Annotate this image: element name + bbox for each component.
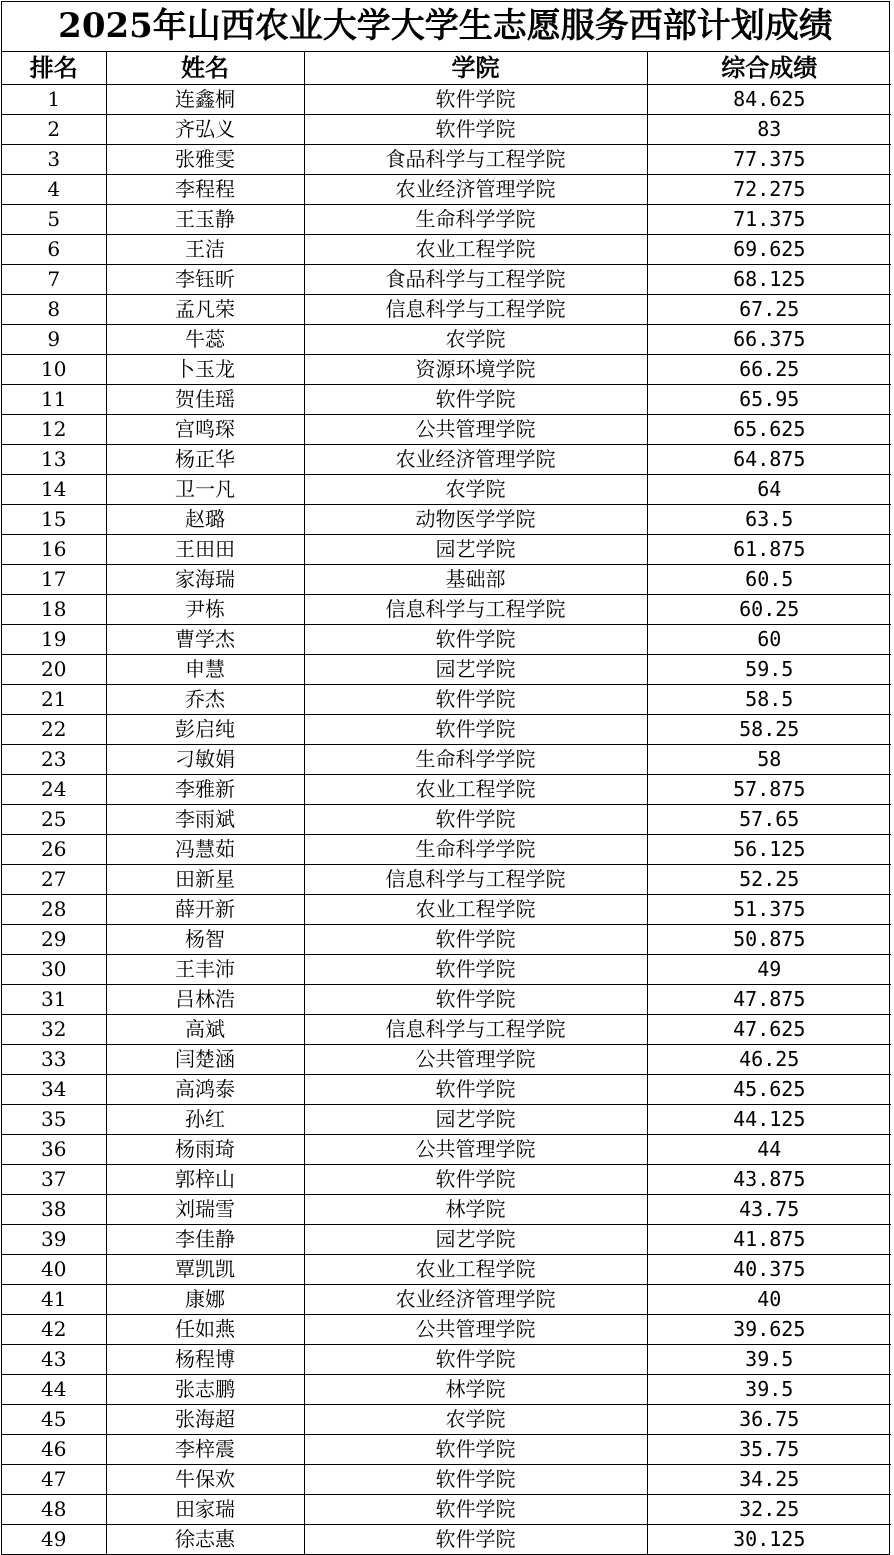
rank-cell: 32 xyxy=(2,1015,106,1045)
rank-cell: 42 xyxy=(2,1315,106,1345)
table-row xyxy=(2,175,891,205)
rank-cell: 20 xyxy=(2,655,106,685)
table-row xyxy=(2,1405,891,1435)
college-cell: 软件学院 xyxy=(304,715,647,745)
table-row xyxy=(2,325,891,355)
table-row xyxy=(2,535,891,565)
rank-cell: 39 xyxy=(2,1225,106,1255)
name-cell: 杨雨琦 xyxy=(106,1135,304,1165)
rank-cell: 48 xyxy=(2,1495,106,1525)
rank-cell: 31 xyxy=(2,985,106,1015)
score-cell: 64.875 xyxy=(647,445,891,475)
name-cell: 薛开新 xyxy=(106,895,304,925)
college-cell: 软件学院 xyxy=(304,805,647,835)
rank-cell: 41 xyxy=(2,1285,106,1315)
table-row xyxy=(2,145,891,175)
name-cell: 申慧 xyxy=(106,655,304,685)
name-cell: 王玉静 xyxy=(106,205,304,235)
rank-cell: 46 xyxy=(2,1435,106,1465)
college-cell: 生命科学学院 xyxy=(304,835,647,865)
name-cell: 卜玉龙 xyxy=(106,355,304,385)
name-cell: 家海瑞 xyxy=(106,565,304,595)
table-row xyxy=(2,1345,891,1375)
table-row xyxy=(2,1045,891,1075)
rank-cell: 21 xyxy=(2,685,106,715)
name-cell: 张雅雯 xyxy=(106,145,304,175)
score-cell: 64 xyxy=(647,475,891,505)
score-cell: 46.25 xyxy=(647,1045,891,1075)
score-cell: 83 xyxy=(647,115,891,145)
rank-cell: 34 xyxy=(2,1075,106,1105)
rank-cell: 17 xyxy=(2,565,106,595)
table-row xyxy=(2,505,891,535)
rank-cell: 47 xyxy=(2,1465,106,1495)
name-cell: 田家瑞 xyxy=(106,1495,304,1525)
rank-cell: 28 xyxy=(2,895,106,925)
score-cell: 40 xyxy=(647,1285,891,1315)
table-row xyxy=(2,415,891,445)
rank-cell: 27 xyxy=(2,865,106,895)
name-cell: 李雨斌 xyxy=(106,805,304,835)
college-cell: 软件学院 xyxy=(304,1435,647,1465)
college-cell: 农业工程学院 xyxy=(304,235,647,265)
name-cell: 李佳静 xyxy=(106,1225,304,1255)
header-college: 学院 xyxy=(304,52,647,85)
score-cell: 30.125 xyxy=(733,1527,806,1551)
table-row xyxy=(2,925,891,955)
college-cell: 公共管理学院 xyxy=(304,1045,647,1075)
score-sheet xyxy=(1,1,890,1555)
score-cell: 34.25 xyxy=(647,1465,891,1495)
name-cell: 田新星 xyxy=(106,865,304,895)
rank-cell: 2 xyxy=(2,115,106,145)
score-cell: 49 xyxy=(647,955,891,985)
name-cell: 覃凯凯 xyxy=(106,1255,304,1285)
name-cell: 孙红 xyxy=(106,1105,304,1135)
score-cell: 47.875 xyxy=(647,985,891,1015)
college-cell: 软件学院 xyxy=(304,1525,647,1555)
header-score: 综合成绩 xyxy=(647,52,891,85)
score-cell: 60 xyxy=(647,625,891,655)
score-cell: 44.125 xyxy=(647,1105,891,1135)
score-cell: 43.875 xyxy=(647,1165,891,1195)
score-cell: 67.25 xyxy=(647,295,891,325)
table-row xyxy=(2,85,891,115)
college-cell: 软件学院 xyxy=(304,385,647,415)
name-cell: 康娜 xyxy=(106,1285,304,1315)
name-cell: 吕林浩 xyxy=(106,985,304,1015)
rank-cell: 16 xyxy=(2,535,106,565)
name-cell: 赵璐 xyxy=(106,505,304,535)
table-row xyxy=(2,1075,891,1105)
rank-cell: 35 xyxy=(2,1105,106,1135)
name-cell: 李程程 xyxy=(106,175,304,205)
rank-cell: 4 xyxy=(2,175,106,205)
score-cell: 84.625 xyxy=(647,85,891,115)
score-cell: 66.375 xyxy=(647,325,891,355)
college-cell: 软件学院 xyxy=(304,925,647,955)
table-row xyxy=(2,445,891,475)
rank-cell: 44 xyxy=(2,1375,106,1405)
table-row xyxy=(2,1285,891,1315)
score-cell: 50.875 xyxy=(647,925,891,955)
name-cell: 王田田 xyxy=(106,535,304,565)
name-cell: 卫一凡 xyxy=(106,475,304,505)
score-cell: 45.625 xyxy=(647,1075,891,1105)
table-row xyxy=(2,1225,891,1255)
college-cell: 软件学院 xyxy=(304,625,647,655)
rank-cell: 6 xyxy=(2,235,106,265)
college-cell: 信息科学与工程学院 xyxy=(304,295,647,325)
name-cell: 贺佳瑶 xyxy=(106,385,304,415)
college-cell: 园艺学院 xyxy=(304,1225,647,1255)
table-row xyxy=(2,1435,891,1465)
rank-cell: 40 xyxy=(2,1255,106,1285)
score-cell: 63.5 xyxy=(647,505,891,535)
score-cell: 41.875 xyxy=(647,1225,891,1255)
rank-cell: 8 xyxy=(2,295,106,325)
name-cell: 闫楚涵 xyxy=(106,1045,304,1075)
name-cell: 徐志惠 xyxy=(106,1525,304,1555)
name-cell: 曹学杰 xyxy=(106,625,304,655)
score-cell: 58.5 xyxy=(647,685,891,715)
college-cell: 基础部 xyxy=(304,565,647,595)
score-cell: 68.125 xyxy=(647,265,891,295)
table-row xyxy=(2,1165,891,1195)
name-cell: 连鑫桐 xyxy=(106,85,304,115)
score-cell: 65.95 xyxy=(647,385,891,415)
name-cell: 李梓震 xyxy=(106,1435,304,1465)
college-cell: 生命科学学院 xyxy=(304,745,647,775)
name-cell: 高斌 xyxy=(106,1015,304,1045)
score-cell: 35.75 xyxy=(647,1435,891,1465)
college-cell: 农业经济管理学院 xyxy=(304,175,647,205)
college-cell: 园艺学院 xyxy=(304,655,647,685)
table-row xyxy=(2,865,891,895)
score-cell: 77.375 xyxy=(647,145,891,175)
rank-cell: 5 xyxy=(2,205,106,235)
college-cell: 农业工程学院 xyxy=(304,1255,647,1285)
college-cell: 软件学院 xyxy=(304,955,647,985)
table-row xyxy=(2,1525,891,1555)
name-cell: 王洁 xyxy=(106,235,304,265)
college-cell: 农业工程学院 xyxy=(304,775,647,805)
header-rank: 排名 xyxy=(2,52,106,85)
college-cell: 软件学院 xyxy=(304,1495,647,1525)
table-row xyxy=(2,205,891,235)
rank-cell: 3 xyxy=(2,145,106,175)
rank-cell: 15 xyxy=(2,505,106,535)
college-cell: 公共管理学院 xyxy=(304,1135,647,1165)
name-cell: 杨程博 xyxy=(106,1345,304,1375)
name-cell: 任如燕 xyxy=(106,1315,304,1345)
rank-cell: 26 xyxy=(2,835,106,865)
score-cell: 60.5 xyxy=(647,565,891,595)
score-cell: 47.625 xyxy=(647,1015,891,1045)
name-cell: 齐弘义 xyxy=(106,115,304,145)
score-cell: 66.25 xyxy=(647,355,891,385)
table-row xyxy=(2,985,891,1015)
name-cell: 高鸿泰 xyxy=(106,1075,304,1105)
college-cell: 信息科学与工程学院 xyxy=(304,1015,647,1045)
rank-cell: 1 xyxy=(2,85,106,115)
table-row xyxy=(2,595,891,625)
table-row xyxy=(2,655,891,685)
rank-cell: 37 xyxy=(2,1165,106,1195)
table-row xyxy=(2,475,891,505)
sheet-title: 2025年山西农业大学大学生志愿服务西部计划成绩 xyxy=(2,2,889,52)
college-cell: 软件学院 xyxy=(304,1165,647,1195)
table-row xyxy=(2,625,891,655)
college-cell: 软件学院 xyxy=(304,115,647,145)
name-cell: 尹栋 xyxy=(106,595,304,625)
table-row xyxy=(2,1255,891,1285)
name-cell: 王丰沛 xyxy=(106,955,304,985)
table-row xyxy=(2,1495,891,1525)
college-cell: 软件学院 xyxy=(304,1345,647,1375)
score-cell: 39.5 xyxy=(647,1345,891,1375)
college-cell: 园艺学院 xyxy=(304,535,647,565)
college-cell: 林学院 xyxy=(304,1195,647,1225)
rank-cell: 9 xyxy=(2,325,106,355)
table-row xyxy=(2,685,891,715)
rank-cell: 19 xyxy=(2,625,106,655)
college-cell: 软件学院 xyxy=(304,1075,647,1105)
name-cell: 牛蕊 xyxy=(106,325,304,355)
table-row xyxy=(2,565,891,595)
table-row xyxy=(2,115,891,145)
name-cell: 刁敏娟 xyxy=(106,745,304,775)
score-cell: 58.25 xyxy=(647,715,891,745)
table-row xyxy=(2,1195,891,1225)
score-cell: 32.25 xyxy=(647,1495,891,1525)
college-cell: 园艺学院 xyxy=(304,1105,647,1135)
name-cell: 孟凡荣 xyxy=(106,295,304,325)
score-cell: 51.375 xyxy=(647,895,891,925)
score-cell: 58 xyxy=(647,745,891,775)
college-cell: 农学院 xyxy=(304,1405,647,1435)
rank-cell: 13 xyxy=(2,445,106,475)
rank-cell: 7 xyxy=(2,265,106,295)
rank-cell: 38 xyxy=(2,1195,106,1225)
table-row xyxy=(2,385,891,415)
rank-cell: 45 xyxy=(2,1405,106,1435)
table-row xyxy=(2,235,891,265)
table-row xyxy=(2,745,891,775)
score-cell: 65.625 xyxy=(647,415,891,445)
college-cell: 信息科学与工程学院 xyxy=(304,595,647,625)
header-row xyxy=(2,52,891,85)
name-cell: 乔杰 xyxy=(106,685,304,715)
table-row xyxy=(2,1135,891,1165)
college-cell: 信息科学与工程学院 xyxy=(304,865,647,895)
table-row xyxy=(2,1375,891,1405)
score-cell: 61.875 xyxy=(647,535,891,565)
name-cell: 李钰昕 xyxy=(106,265,304,295)
score-cell: 56.125 xyxy=(647,835,891,865)
rank-cell: 10 xyxy=(2,355,106,385)
name-cell: 刘瑞雪 xyxy=(106,1195,304,1225)
college-cell: 软件学院 xyxy=(304,985,647,1015)
table-row xyxy=(2,805,891,835)
college-cell: 软件学院 xyxy=(304,1465,647,1495)
score-cell: 57.65 xyxy=(647,805,891,835)
score-cell: 44 xyxy=(647,1135,891,1165)
table-row xyxy=(2,955,891,985)
score-cell: 69.625 xyxy=(647,235,891,265)
rank-cell: 12 xyxy=(2,415,106,445)
table-row xyxy=(2,1465,891,1495)
college-cell: 农业经济管理学院 xyxy=(304,445,647,475)
name-cell: 杨智 xyxy=(106,925,304,955)
name-cell: 宫鸣琛 xyxy=(106,415,304,445)
table-body xyxy=(2,85,891,1555)
name-cell: 杨正华 xyxy=(106,445,304,475)
score-cell: 72.275 xyxy=(647,175,891,205)
college-cell: 软件学院 xyxy=(304,85,647,115)
name-cell: 彭启纯 xyxy=(106,715,304,745)
score-cell: 52.25 xyxy=(647,865,891,895)
rank-cell: 22 xyxy=(2,715,106,745)
table-row xyxy=(2,775,891,805)
name-cell: 郭梓山 xyxy=(106,1165,304,1195)
score-cell: 40.375 xyxy=(647,1255,891,1285)
rank-cell: 49 xyxy=(2,1525,106,1555)
rank-cell: 11 xyxy=(2,385,106,415)
score-cell: 36.75 xyxy=(647,1405,891,1435)
rank-cell: 33 xyxy=(2,1045,106,1075)
college-cell: 软件学院 xyxy=(304,685,647,715)
score-table xyxy=(2,52,891,1554)
college-cell: 食品科学与工程学院 xyxy=(304,145,647,175)
name-cell: 冯慧茹 xyxy=(106,835,304,865)
table-row xyxy=(2,1015,891,1045)
name-cell: 牛保欢 xyxy=(106,1465,304,1495)
rank-cell: 14 xyxy=(2,475,106,505)
table-row xyxy=(2,355,891,385)
rank-cell: 30 xyxy=(2,955,106,985)
score-cell: 59.5 xyxy=(647,655,891,685)
college-cell: 农学院 xyxy=(304,475,647,505)
table-row xyxy=(2,895,891,925)
college-cell: 食品科学与工程学院 xyxy=(304,265,647,295)
score-cell: 39.625 xyxy=(647,1315,891,1345)
score-cell: 60.25 xyxy=(647,595,891,625)
table-row xyxy=(2,835,891,865)
name-cell: 张志鹏 xyxy=(106,1375,304,1405)
rank-cell: 36 xyxy=(2,1135,106,1165)
table-row xyxy=(2,295,891,325)
rank-cell: 43 xyxy=(2,1345,106,1375)
rank-cell: 29 xyxy=(2,925,106,955)
name-cell: 李雅新 xyxy=(106,775,304,805)
college-cell: 农业工程学院 xyxy=(304,895,647,925)
table-row xyxy=(2,715,891,745)
name-cell: 张海超 xyxy=(106,1405,304,1435)
header-name: 姓名 xyxy=(106,52,304,85)
rank-cell: 18 xyxy=(2,595,106,625)
college-cell: 林学院 xyxy=(304,1375,647,1405)
table-row xyxy=(2,1105,891,1135)
score-cell: 71.375 xyxy=(647,205,891,235)
score-cell: 39.5 xyxy=(647,1375,891,1405)
college-cell: 农业经济管理学院 xyxy=(304,1285,647,1315)
college-cell: 公共管理学院 xyxy=(304,415,647,445)
college-cell: 农学院 xyxy=(304,325,647,355)
college-cell: 公共管理学院 xyxy=(304,1315,647,1345)
college-cell: 动物医学学院 xyxy=(304,505,647,535)
rank-cell: 23 xyxy=(2,745,106,775)
college-cell: 资源环境学院 xyxy=(304,355,647,385)
rank-cell: 24 xyxy=(2,775,106,805)
table-row xyxy=(2,1315,891,1345)
college-cell: 生命科学学院 xyxy=(304,205,647,235)
score-cell: 57.875 xyxy=(647,775,891,805)
score-cell: 43.75 xyxy=(647,1195,891,1225)
rank-cell: 25 xyxy=(2,805,106,835)
table-row xyxy=(2,265,891,295)
